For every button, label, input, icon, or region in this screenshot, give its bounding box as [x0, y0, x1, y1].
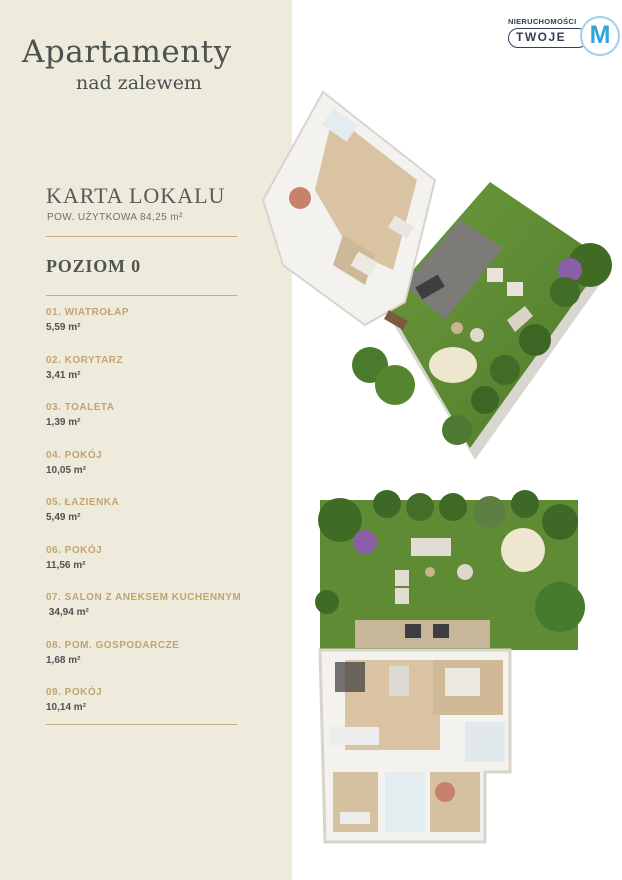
usable-area: POW. UŻYTKOWA 84,25 m² [47, 212, 183, 223]
room-area: 10,14 m² [46, 702, 87, 713]
room-area: 5,59 m² [46, 322, 81, 333]
shrub [511, 490, 539, 518]
room-item [46, 401, 266, 449]
room-item [46, 354, 266, 402]
garden-sofa [411, 538, 451, 556]
level-title: POZIOM 0 [46, 256, 141, 276]
room-name: 01. WIATROŁAP [46, 307, 129, 318]
bed [445, 668, 480, 696]
shrub [490, 355, 520, 385]
parasol [501, 528, 545, 572]
shrub [519, 324, 551, 356]
room-area: 10,05 m² [46, 464, 87, 476]
room-name: 07. SALON Z ANEKSEM KUCHENNYM [46, 592, 242, 603]
garden-chair [487, 268, 503, 282]
garden-chair [507, 282, 523, 296]
room-name: 08. POM. GOSPODARCZE [46, 639, 180, 651]
garden-chair [395, 570, 409, 586]
stool [425, 567, 435, 577]
room-name: 09. POKÓJ [46, 687, 103, 698]
shrub [442, 415, 472, 445]
room-name: 04. POKÓJ [46, 449, 103, 461]
room-item [46, 306, 266, 354]
room-item [46, 591, 266, 639]
room-name: 03. TOALETA [46, 402, 115, 413]
shrub [373, 490, 401, 518]
sofa [389, 666, 409, 696]
bathroom [385, 772, 425, 832]
room-item [46, 544, 266, 592]
side-table [470, 328, 484, 342]
room-area: 1,39 m² [46, 417, 81, 428]
room-area: 34,94 m² [46, 607, 89, 618]
terrace-chair [405, 624, 421, 638]
parasol [429, 347, 477, 383]
shrub [406, 493, 434, 521]
brand-subtitle: nad zalewem [76, 72, 202, 94]
desk [340, 812, 370, 824]
kitchen-counter [329, 727, 379, 745]
shrub [471, 386, 499, 414]
brand-title: Apartamenty [22, 34, 232, 70]
divider-bottom [46, 724, 237, 725]
room-area: 3,41 m² [46, 369, 81, 381]
logo-word: TWOJE [516, 30, 567, 44]
card-title: KARTA LOKALU [46, 183, 226, 208]
shrub [474, 496, 506, 528]
room-area: 1,68 m² [46, 654, 81, 666]
rug [435, 782, 455, 802]
company-logo [508, 16, 612, 62]
shrub [315, 590, 339, 614]
stool [451, 322, 463, 334]
bathroom [465, 722, 505, 762]
room-area: 5,49 m² [46, 512, 81, 523]
room-item [46, 639, 266, 687]
room-floor [430, 772, 480, 832]
terrace-chair [433, 624, 449, 638]
room-area: 11,56 m² [46, 559, 86, 571]
shrub [535, 582, 585, 632]
top-down-floor-plan [305, 482, 605, 852]
terrace-deck [355, 620, 490, 648]
room-name: 06. POKÓJ [46, 544, 103, 556]
flower-shrub [353, 530, 377, 554]
rug [289, 187, 311, 209]
shrub [542, 504, 578, 540]
room-name: 02. KORYTARZ [46, 354, 124, 366]
room-list [46, 306, 266, 734]
divider-level [46, 295, 237, 296]
logo-letter: M [589, 21, 611, 49]
shrub [375, 365, 415, 405]
garden-chair [395, 588, 409, 604]
shrub [439, 493, 467, 521]
room-name: 05. ŁAZIENKA [46, 497, 120, 508]
room-item [46, 496, 266, 544]
room-item [46, 686, 266, 734]
room-item [46, 449, 266, 497]
divider-top [46, 236, 237, 237]
dining-table [335, 662, 365, 692]
shrub [550, 277, 580, 307]
isometric-floor-plan [245, 70, 620, 465]
logo-top-text: NIERUCHOMOŚCI [508, 17, 577, 26]
side-table [457, 564, 473, 580]
